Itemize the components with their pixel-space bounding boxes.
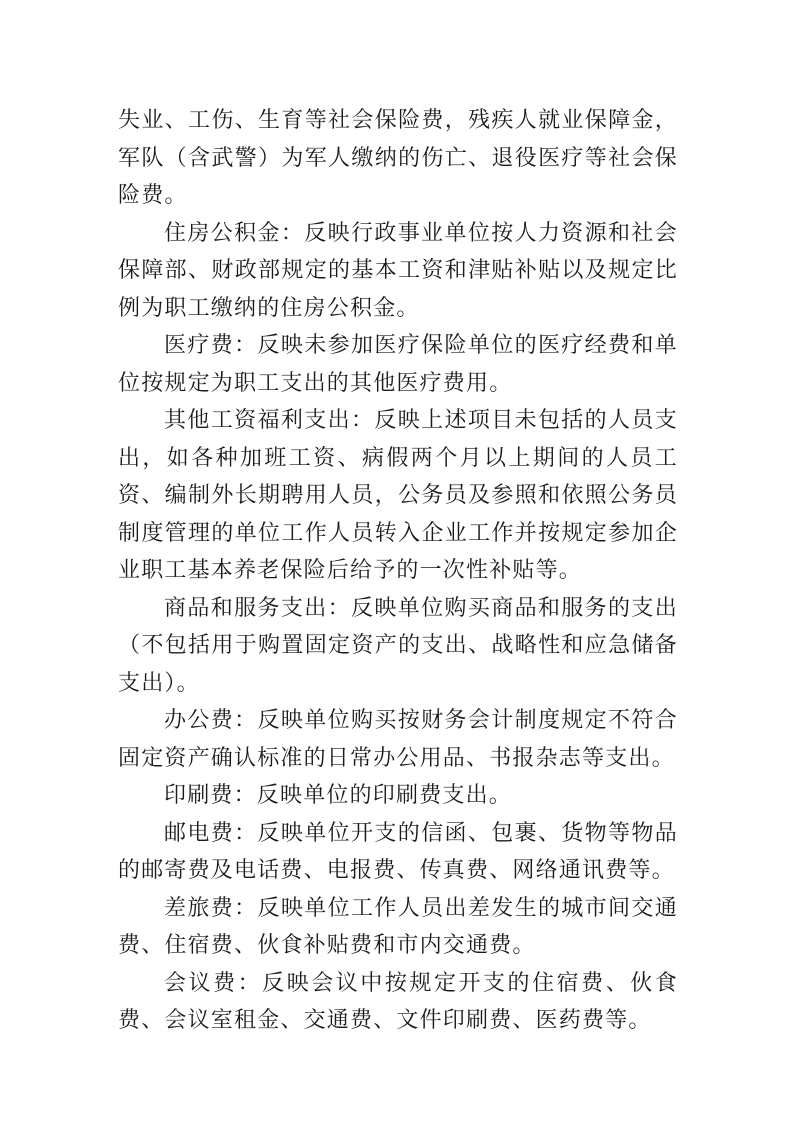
- paragraph-social-insurance: 失业、工伤、生育等社会保险费，残疾人就业保障金，军队（含武警）为军人缴纳的伤亡、退役医疗等社会保险费。: [118, 108, 678, 208]
- paragraph-travel-expenses: 差旅费：反映单位工作人员出差发生的城市间交通费、住宿费、伙食补贴费和市内交通费。: [118, 895, 678, 958]
- paragraph-office-expenses: 办公费：反映单位购买按财务会计制度规定不符合固定资产确认标准的日常办公用品、书报杂志等支出。: [118, 708, 678, 771]
- paragraph-other-welfare: 其他工资福利支出：反映上述项目未包括的人员支出，如各种加班工资、病假两个月以上期间的人员工资、编制外长期聘用人员，公务员及参照和依照公务员制度管理的单位工作人员转入企业工作并按规定参加企业职工基本养老保险后给予的一次性补贴等。: [118, 408, 678, 583]
- document-body: [118, 102, 678, 1040]
- paragraph-postal-telecom: 邮电费：反映单位开支的信函、包裹、货物等物品的邮寄费及电话费、电报费、传真费、网络通讯费等。: [118, 820, 678, 883]
- paragraph-printing-expenses: 印刷费：反映单位的印刷费支出。: [164, 783, 513, 808]
- paragraph-housing-fund: 住房公积金：反映行政事业单位按人力资源和社会保障部、财政部规定的基本工资和津贴补贴以及规定比例为职工缴纳的住房公积金。: [118, 220, 678, 321]
- paragraph-meeting-expenses: 会议费：反映会议中按规定开支的住宿费、伙食费、会议室租金、交通费、文件印刷费、医药费等。: [118, 970, 678, 1033]
- paragraph-medical-expenses: 医疗费：反映未参加医疗保险单位的医疗经费和单位按规定为职工支出的其他医疗费用。: [118, 333, 678, 396]
- paragraph-goods-services: 商品和服务支出：反映单位购买商品和服务的支出（不包括用于购置固定资产的支出、战略性和应急储备支出）。: [118, 595, 678, 696]
